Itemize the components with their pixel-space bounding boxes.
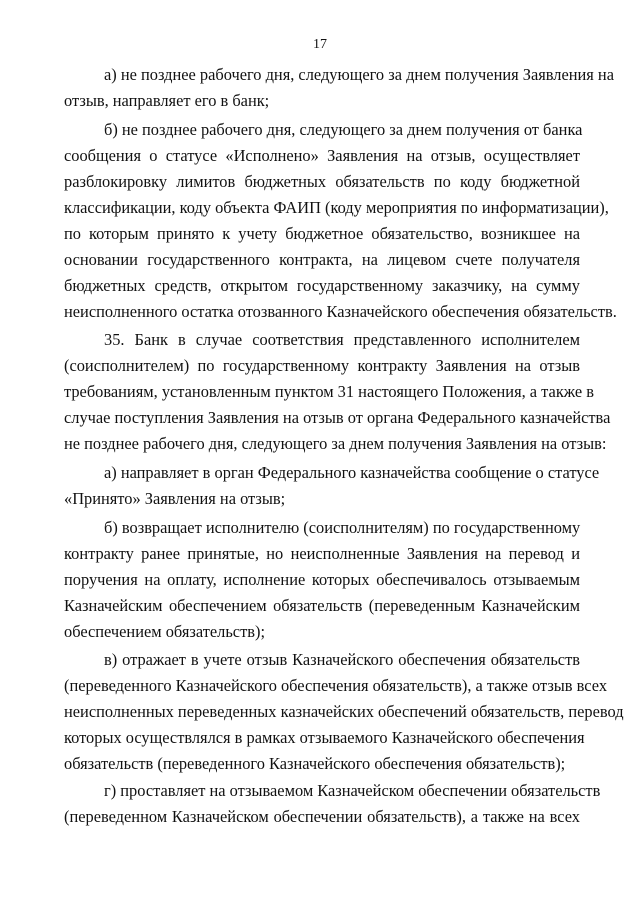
text-line: (переведенном Казначейском обеспечении обязательств), а также на всех bbox=[64, 807, 580, 826]
text-line: 35. Банк в случае соответствия представленного исполнителем bbox=[104, 330, 580, 349]
text-line: обязательств (переведенного Казначейского обеспечения обязательств); bbox=[64, 754, 566, 773]
text-line: а) не позднее рабочего дня, следующего за днем получения Заявления на bbox=[104, 65, 614, 84]
text-line: по которым принято к учету бюджетное обязательство, возникшее на bbox=[64, 224, 580, 243]
text-line: Казначейским обеспечением обязательств (переведенным Казначейским bbox=[64, 596, 580, 615]
text-line: классификации, коду объекта ФАИП (коду мероприятия по информатизации), bbox=[64, 198, 609, 217]
text-line: не позднее рабочего дня, следующего за днем получения Заявления на отзыв: bbox=[64, 434, 607, 453]
text-line: бюджетных средств, открытом государственному заказчику, на сумму bbox=[64, 276, 580, 295]
text-line: разблокировку лимитов бюджетных обязательств по коду бюджетной bbox=[64, 172, 580, 191]
page-number: 17 bbox=[313, 37, 327, 52]
text-line: обеспечением обязательств); bbox=[64, 622, 265, 641]
text-line: б) не позднее рабочего дня, следующего за днем получения от банка bbox=[104, 120, 583, 139]
text-line: «Принято» Заявления на отзыв; bbox=[64, 489, 286, 508]
text-line: сообщения о статусе «Исполнено» Заявления на отзыв, осуществляет bbox=[64, 146, 580, 165]
text-line: случае поступления Заявления на отзыв от органа Федерального казначейства bbox=[64, 408, 611, 427]
text-line: б) возвращает исполнителю (соисполнителям) по государственному bbox=[104, 518, 581, 537]
text-line: а) направляет в орган Федерального казначейства сообщение о статусе bbox=[104, 463, 600, 482]
text-line: требованиям, установленным пунктом 31 настоящего Положения, а также в bbox=[64, 382, 594, 401]
text-line: (переведенного Казначейского обеспечения обязательств), а также отзыв всех bbox=[64, 676, 608, 695]
text-line: (соисполнителем) по государственному контракту Заявления на отзыв bbox=[64, 356, 580, 375]
text-line: отзыв, направляет его в банк; bbox=[64, 91, 270, 110]
text-line: которых осуществлялся в рамках отзываемого Казначейского обеспечения bbox=[64, 728, 585, 747]
text-line: неисполненного остатка отозванного Казначейского обеспечения обязательств. bbox=[64, 302, 617, 321]
text-line: неисполненных переведенных казначейских обеспечений обязательств, перевод bbox=[64, 702, 624, 721]
text-line: контракту ранее принятые, но неисполненные Заявления на перевод и bbox=[64, 544, 580, 563]
text-line: г) проставляет на отзываемом Казначейском обеспечении обязательств bbox=[104, 781, 601, 800]
text-line: основании государственного контракта, на лицевом счете получателя bbox=[64, 250, 580, 269]
text-line: в) отражает в учете отзыв Казначейского обеспечения обязательств bbox=[104, 650, 580, 669]
text-line: поручения на оплату, исполнение которых обеспечивалось отзываемым bbox=[64, 570, 580, 589]
